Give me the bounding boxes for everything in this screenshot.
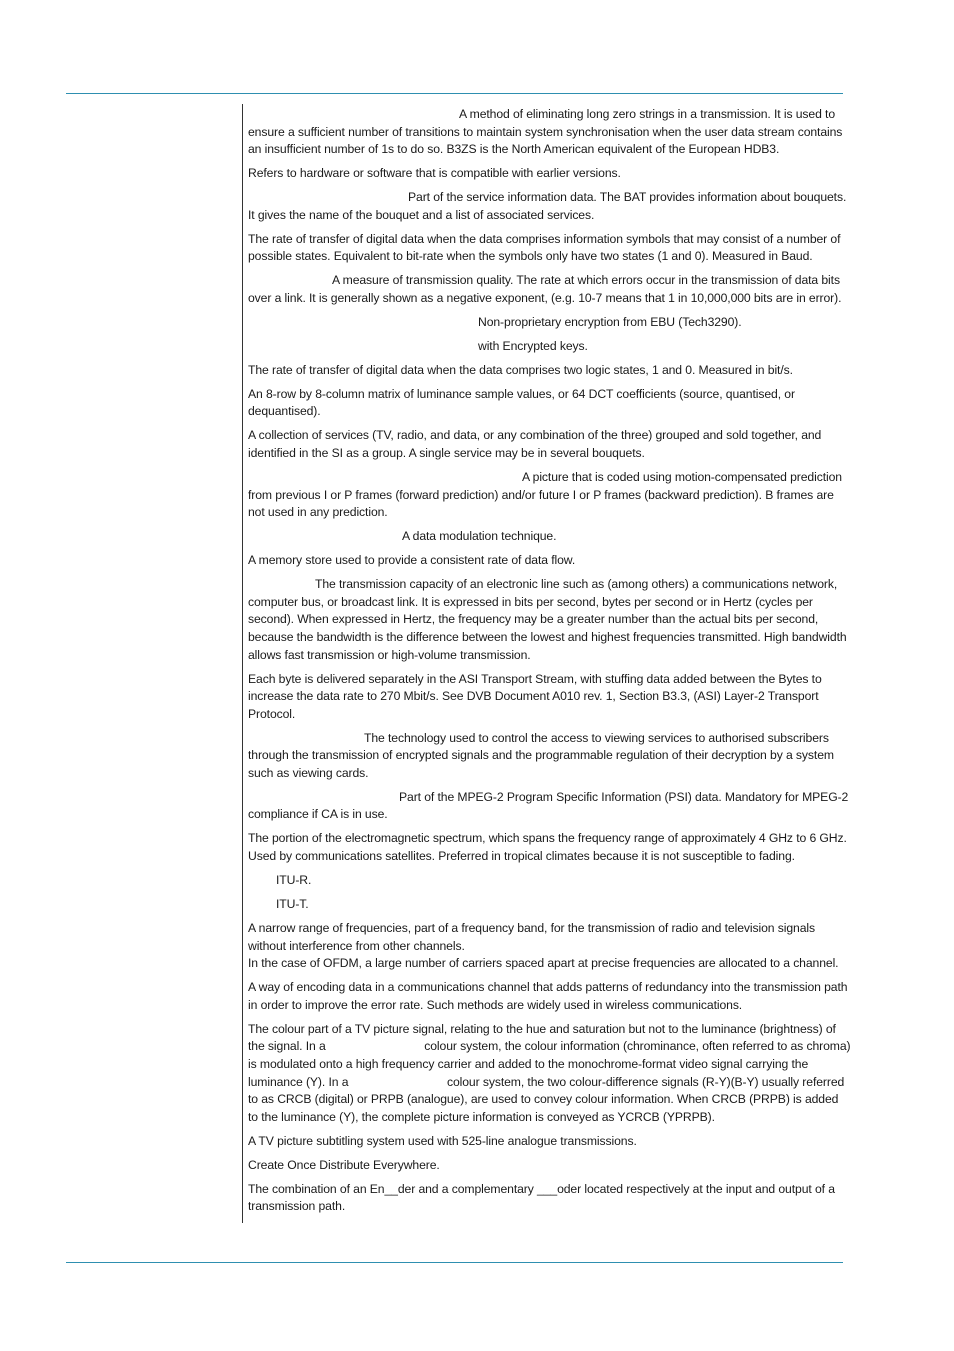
definition-text: The transmission capacity of an electronic line such as (among others) a communications network, computer bus, or broadcast link. It is expressed in bits per second, bytes per second or in Hertz (cycles per second). When expressed in Hertz, the frequency may be a greater number than the actual bits per second, because the bandwidth is the difference between the lowest and highest frequencies transmitted. High bandwidth allows fast transmission or high-volume transmission. (248, 577, 847, 662)
glossary-entry (248, 106, 851, 159)
glossary-entry (248, 427, 851, 462)
glossary-entry (248, 872, 851, 890)
definition-text: The rate of transfer of digital data when the data comprises two logic states, 1 and 0. Measured in bit/s. (248, 362, 793, 377)
definition-text: The technology used to control the access to viewing services to authorised subscribers through the transmission of encrypted signals and the programmable regulation of their decryption by a system such as viewing cards. (248, 730, 834, 780)
definition-text: A way of encoding data in a communications channel that adds patterns of redundancy into the transmission path in order to improve the error rate. Such methods are widely used in wireless communications. (248, 980, 848, 1012)
glossary-entry (248, 231, 851, 266)
glossary-entry (248, 272, 851, 307)
glossary-entry (248, 671, 851, 724)
definition-text: Part of the service information data. The BAT provides information about bouquets. It gives the name of the bouquet and a list of associated services. (248, 190, 847, 222)
definition-text: A measure of transmission quality. The rate at which errors occur in the transmission of data bits over a link. It is generally shown as a negative exponent, (e.g. 10-7 means that 1 in 10,000,000 bits are in error). (248, 273, 842, 305)
definition-text: The portion of the electromagnetic spectrum, which spans the frequency range of approximately 4 GHz to 6 GHz. Used by communications satellites. Preferred in tropical climates because it is not susceptible to fading. (248, 831, 847, 864)
definition-text: A picture that is coded using motion-compensated prediction from previous I or P frames (forward prediction) and/or future I or P frames (backward prediction). B frames are not used in any prediction. (248, 470, 842, 520)
glossary-entry (248, 730, 851, 783)
glossary-entry (248, 362, 851, 380)
glossary-entry (248, 314, 851, 332)
glossary-entry (248, 1157, 851, 1175)
definition-text: Non-proprietary encryption from EBU (Tech3290). (478, 314, 742, 329)
glossary-entry (248, 386, 851, 421)
glossary-entry (248, 920, 851, 973)
glossary-entry (248, 789, 851, 824)
definition-text: Part of the MPEG-2 Program Specific Information (PSI) data. Mandatory for MPEG-2 compliance if CA is in use. (248, 789, 849, 822)
glossary-entry (248, 165, 851, 183)
definition-text: Refers to hardware or software that is compatible with earlier versions. (248, 166, 621, 181)
definition-text: A data modulation technique. (402, 529, 557, 544)
glossary-entry (248, 528, 851, 546)
glossary-entry (248, 1021, 854, 1127)
definition-text: The combination of an En__der and a complementary ___oder located respectively at the input and output of a transmission path. (248, 1181, 835, 1214)
definition-text: A TV picture subtitling system used with 525-line analogue transmissions. (248, 1133, 637, 1148)
glossary-entry (248, 896, 851, 914)
definition-text: Each byte is delivered separately in the ASI Transport Stream, with stuffing data added between the Bytes to increase the data rate to 270 Mbit/s. See DVB Document A010 rev. 1, Section B3.3, (ASI) Layer-2 Transport Protocol. (248, 671, 822, 721)
column-divider (242, 104, 243, 1223)
header-rule (66, 93, 843, 94)
glossary-entry (248, 469, 851, 522)
definition-text: A collection of services (TV, radio, and data, or any combination of the three) grouped and sold together, and identified in the SI as a group. A single service may be in several bouquets. (248, 428, 822, 461)
definition-text: A narrow range of frequencies, part of a frequency band, for the transmission of radio and television signals without interference from other channels. (248, 920, 815, 953)
glossary-entry (248, 830, 851, 865)
definition-text: Create Once Distribute Everywhere. (248, 1157, 440, 1172)
definition-text: An 8-row by 8-column matrix of luminance sample values, or 64 DCT coefficients (source, quantised, or dequantised). (248, 386, 795, 419)
glossary-entry (248, 979, 851, 1014)
glossary-entry (248, 1133, 851, 1151)
definition-text: The colour part of a TV picture signal, relating to the hue and saturation but not to the luminance (brightness) of the signal. In a colour system, the colour information (chrominance, often referred to as chroma) is modulated onto a high frequency carrier and added to the monochrome-format video signal carrying the luminance (Y). In a colour system, the two colour-difference signals (R-Y)(B-Y) usually referred to as CRCB (digital) or PRPB (analogue), are used to convey colour information. When CRCB (PRPB) is added to the luminance (Y), the complete picture information is conveyed as YCRCB (YPRPB). (248, 1021, 854, 1124)
glossary-entry (248, 189, 851, 224)
definition-text: ITU-T. (276, 896, 309, 911)
glossary-entry (248, 576, 851, 664)
definition-text: A method of eliminating long zero strings in a transmission. It is used to ensure a sufficient number of transitions to maintain system synchronisation when the user data stream contains an insufficient number of 1s to do so. B3ZS is the North American equivalent of the European HDB3. (248, 107, 843, 157)
glossary-entry (248, 338, 851, 356)
definition-text: ITU-R. (276, 873, 312, 887)
definition-extra-text: In the case of OFDM, a large number of carriers spaced apart at precise frequencies are allocated to a channel. (248, 956, 839, 971)
definition-text: with Encrypted keys. (478, 338, 588, 353)
definition-text: A memory store used to provide a consistent rate of data flow. (248, 553, 576, 568)
footer-rule (66, 1262, 843, 1263)
definition-text: The rate of transfer of digital data when the data comprises information symbols that may consist of a number of possible states. Equivalent to bit-rate when the symbols only have two states (1 and 0). Measured in Baud. (248, 231, 841, 264)
glossary-entry (248, 1181, 851, 1216)
glossary-entry (248, 552, 851, 570)
glossary-definitions (248, 106, 854, 1222)
